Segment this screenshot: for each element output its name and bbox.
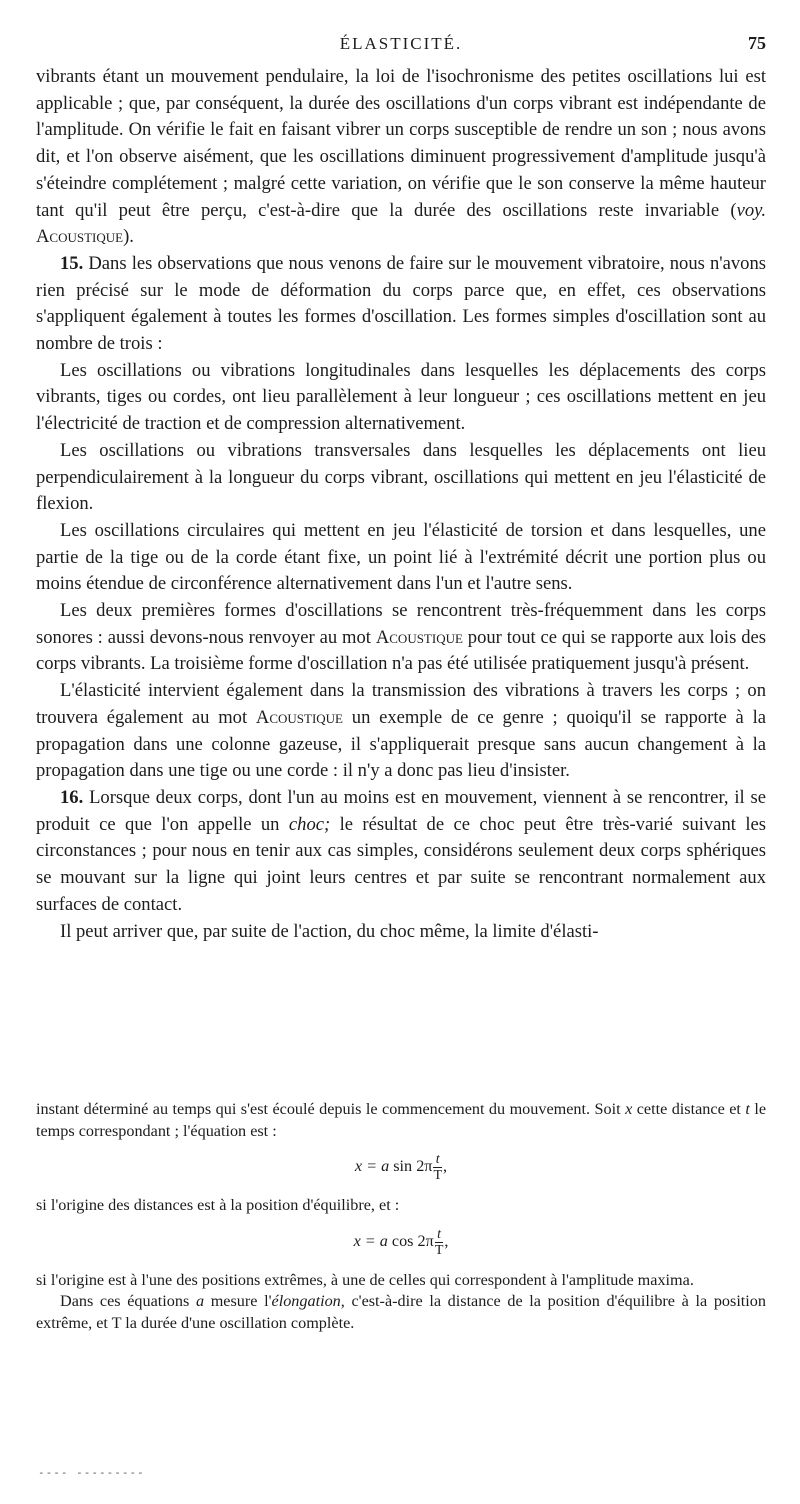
- fraction-t-over-T: $\frac{t}{T}$: [433, 1152, 443, 1183]
- footnote-definitions: Dans ces équations a mesure l'élongation, c'est-à-dire la distance de la position d'équilibre à la position extrême, et T la durée d'une oscillation complète.: [36, 1292, 766, 1332]
- voy-ref: voy.: [736, 199, 766, 221]
- paragraph-longitudinal: Les oscillations ou vibrations longitudinales dans lesquelles les déplacements des corps vibrants, tiges ou cordes, ont lieu parallèlement à leur longueur ; ces oscillations mettent en jeu l'électricité de traction et de compression alternativement.: [36, 359, 766, 435]
- paragraph-transversal: Les oscillations ou vibrations transversales dans lesquelles les déplacements ont lieu perpendiculairement à la longueur du corps vibrant, oscillations qui mettent en jeu l'élasticité de flexion.: [36, 439, 766, 515]
- paragraph-1: vibrants étant un mouvement pendulaire, la loi de l'isochronisme des petites oscillations lui est applicable ; que, par conséquent, la durée des oscillations d'un corps vibrant est indépendante de l'amplitude. On vérifie le fait en faisant vibrer un corps susceptible de rendre un son ; nous avons dit, et l'on observe aisément, que les oscillations diminuent progressivement d'amplitude jusqu'à s'éteindre complétement ; malgré cette variation, on vérifie que le son conserve la même hauteur tant qu'il peut être perçu, c'est-à-dire que la durée des oscillations reste invariable (voy. Acoustique).: [36, 66, 766, 248]
- running-title: ÉLASTICITÉ.: [339, 34, 463, 53]
- equation-sine: x = a sin 2π $\frac{t}{T}$ ,: [354, 1152, 448, 1183]
- fraction-t-over-T: $\frac{t}{T}$: [434, 1226, 444, 1258]
- acoustique-ref: Acoustique: [255, 706, 343, 728]
- paragraph-transmission: L'élasticité intervient également dans la transmission des vibrations à travers les corps ; on trouvera également au mot Acoustique un exemple de ce genre ; quoiqu'il se rapporte à la propagation dans une colonne gazeuse, il s'appliquerait presque sans aucun changement à la propagation dans une tige ou une corde : il n'y a donc pas lieu d'insister.: [36, 680, 766, 782]
- footnote-intro: instant déterminé au temps qui s'est écoulé depuis le commencement du mouvement. Soit x cette distance et t le temps correspondant ; l'équation est :: [36, 1100, 766, 1140]
- paragraph-15: 15. Dans les observations que nous venons de faire sur le mouvement vibratoire, nous n'avons rien précisé sur le mode de déformation du corps parce que, en effet, ces observations s'appliquent également à toutes les formes d'oscillation. Les formes simples d'oscillation sont au nombre de trois :: [36, 252, 766, 355]
- equation-cosine: x = a cos 2π $\frac{t}{T}$ ,: [353, 1226, 449, 1258]
- elongation-term: élongation,: [271, 1292, 345, 1310]
- paragraph-circular: Les oscillations circulaires qui mettent en jeu l'élasticité de torsion et dans lesquelles, une partie de la tige ou de la corde étant fixe, un point lié à l'extrémité décrit une portion plus ou moins étendue de circonférence alternativement dans l'un et l'autre sens.: [36, 519, 766, 595]
- footer-rule: ---- ---------: [38, 1466, 145, 1479]
- choc-term: choc;: [288, 813, 331, 835]
- section-number-15: 15.: [60, 252, 84, 274]
- paragraph-continued: Il peut arriver que, par suite de l'action, du choc même, la limite d'élasti-: [60, 920, 599, 942]
- paragraph-16: 16. Lorsque deux corps, dont l'un au moins est en mouvement, viennent à se rencontrer, il se produit ce que l'on appelle un choc; le résultat de ce choc peut être très-varié suivant les circonstances ; pour nous en tenir aux cas simples, considérons seulement deux corps sphériques se mouvant sur la ligne qui joint leurs centres et par suite se rencontrant normalement aux surfaces de contact.: [36, 786, 766, 915]
- paragraph-sonores: Les deux premières formes d'oscillations se rencontrent très-fréquemment dans les corps sonores : aussi devons-nous renvoyer au mot Acoustique pour tout ce qui se rapporte aux lois des corps vibrants. La troisième forme d'oscillation n'a pas été utilisée pratiquement jusqu'à présent.: [36, 600, 766, 675]
- main-text: [36, 64, 766, 945]
- footnote-equilibrium: si l'origine des distances est à la position d'équilibre, et :: [36, 1196, 400, 1214]
- section-number-16: 16.: [60, 786, 84, 808]
- acoustique-ref: Acoustique: [36, 226, 124, 248]
- footnote-extremes: si l'origine est à l'une des positions extrêmes, à une de celles qui correspondent à l'amplitude maxima.: [36, 1270, 694, 1289]
- acoustique-ref: Acoustique: [375, 626, 463, 648]
- page-number: 75: [748, 33, 766, 53]
- footnote: [36, 1099, 766, 1334]
- running-header: [36, 30, 766, 56]
